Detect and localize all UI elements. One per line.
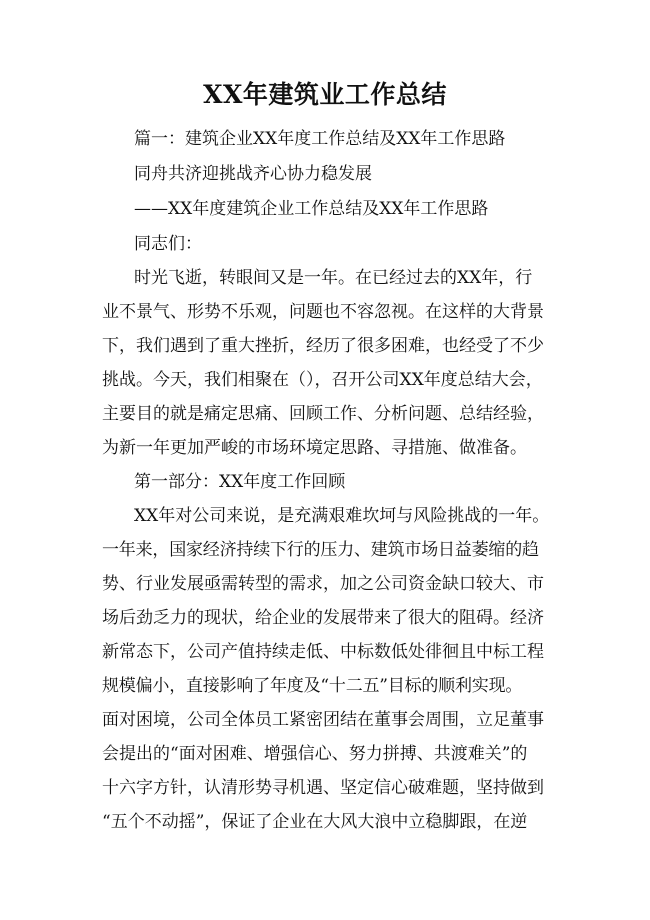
paragraph-line: 新常态下，公司产值持续走低、中标数低处徘徊且中标工程: [102, 642, 544, 662]
article-heading: 篇一：建筑企业XX年度工作总结及XX年工作思路: [134, 129, 506, 149]
paragraph-line: 挑战。今天，我们相聚在（），召开公司XX年度总结大会，: [102, 370, 543, 390]
paragraph-line: XX年对公司来说，是充满艰难坎坷与风险挑战的一年。: [134, 506, 550, 526]
paragraph-line: 场后劲乏力的现状，给企业的发展带来了很大的阻碍。经济: [102, 608, 544, 628]
section-heading: 第一部分：XX年度工作回顾: [134, 472, 346, 492]
paragraph-line: 面对困境，公司全体员工紧密团结在董事会周围，立足董事: [102, 710, 544, 730]
paragraph-line: 下，我们遇到了重大挫折，经历了很多困难，也经受了不少: [102, 336, 544, 356]
document-title: XX年建筑业工作总结: [203, 80, 447, 109]
article-subtitle: 同舟共济迎挑战齐心协力稳发展: [134, 164, 372, 184]
paragraph-line: 规模偏小，直接影响了年度及“十二五”目标的顺利实现。: [102, 676, 523, 696]
paragraph-line: 一年来，国家经济持续下行的压力、建筑市场日益萎缩的趋: [102, 540, 539, 560]
paragraph-line: 势、行业发展亟需转型的需求，加之公司资金缺口较大、市: [102, 574, 544, 594]
paragraph-line: 会提出的“面对困难、增强信心、努力拼搏、共渡难关”的: [102, 744, 528, 764]
paragraph-line: 主要目的就是痛定思痛、回顾工作、分析问题、总结经验，: [102, 404, 544, 424]
paragraph-line: 十六字方针，认清形势寻机遇、坚定信心破难题，坚持做到: [102, 778, 544, 798]
paragraph-line: 业不景气、形势不乐观，问题也不容忽视。在这样的大背景: [102, 302, 544, 322]
paragraph-line: “五个不动摇”，保证了企业在大风大浪中立稳脚跟，在逆: [102, 812, 528, 832]
paragraph-line: 时光飞逝，转眼间又是一年。在已经过去的XX年，行: [134, 268, 533, 288]
article-subtitle-line: ——XX年度建筑企业工作总结及XX年工作思路: [134, 199, 489, 219]
salutation: 同志们：: [134, 234, 202, 254]
paragraph-line: 为新一年更加严峻的市场环境定思路、寻措施、做准备。: [102, 438, 527, 458]
